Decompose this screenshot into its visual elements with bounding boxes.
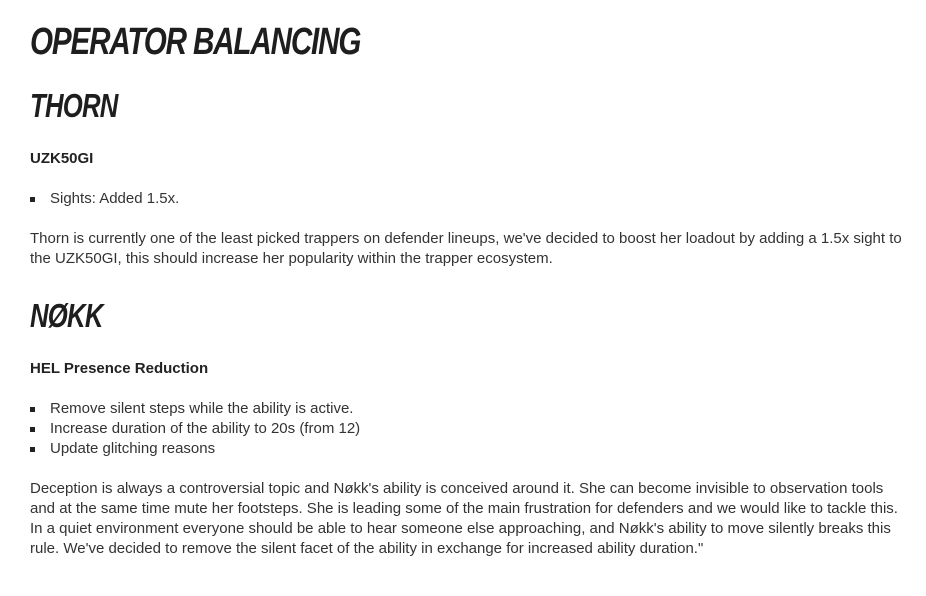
list-item: Remove silent steps while the ability is active. — [30, 399, 360, 419]
list-item: Update glitching reasons — [30, 439, 360, 459]
item-title-thorn: UZK50GI — [30, 150, 94, 167]
operator-name-thorn: THORN — [30, 87, 118, 124]
list-item: Sights: Added 1.5x. — [30, 189, 179, 209]
description-thorn: Thorn is currently one of the least picked trappers on defender lineups, we've decided to boost her loadout by adding a 1.5x sight to the UZK50GI, this should increase her popularity within the trapper ecosystem. — [30, 230, 902, 267]
list-item: Increase duration of the ability to 20s (from 12) — [30, 419, 360, 439]
change-list-thorn — [30, 189, 179, 209]
item-title-nokk: HEL Presence Reduction — [30, 360, 209, 377]
page-title: OPERATOR BALANCING — [30, 21, 361, 63]
change-list-nokk — [30, 399, 360, 459]
operator-name-nokk: NØKK — [30, 297, 103, 334]
description-nokk: Deception is always a controversial topic and Nøkk's ability is conceived around it. She can become invisible to observation tools and at the same time mute her footsteps. She is leading some of the main frustration for defenders and we would like to tackle this. In a quiet environment everyone should be able to hear someone else approaching, and Nøkk's ability to move silently breaks this rule. We've decided to remove the silent facet of the ability in exchange for increased ability duration." — [30, 480, 898, 557]
